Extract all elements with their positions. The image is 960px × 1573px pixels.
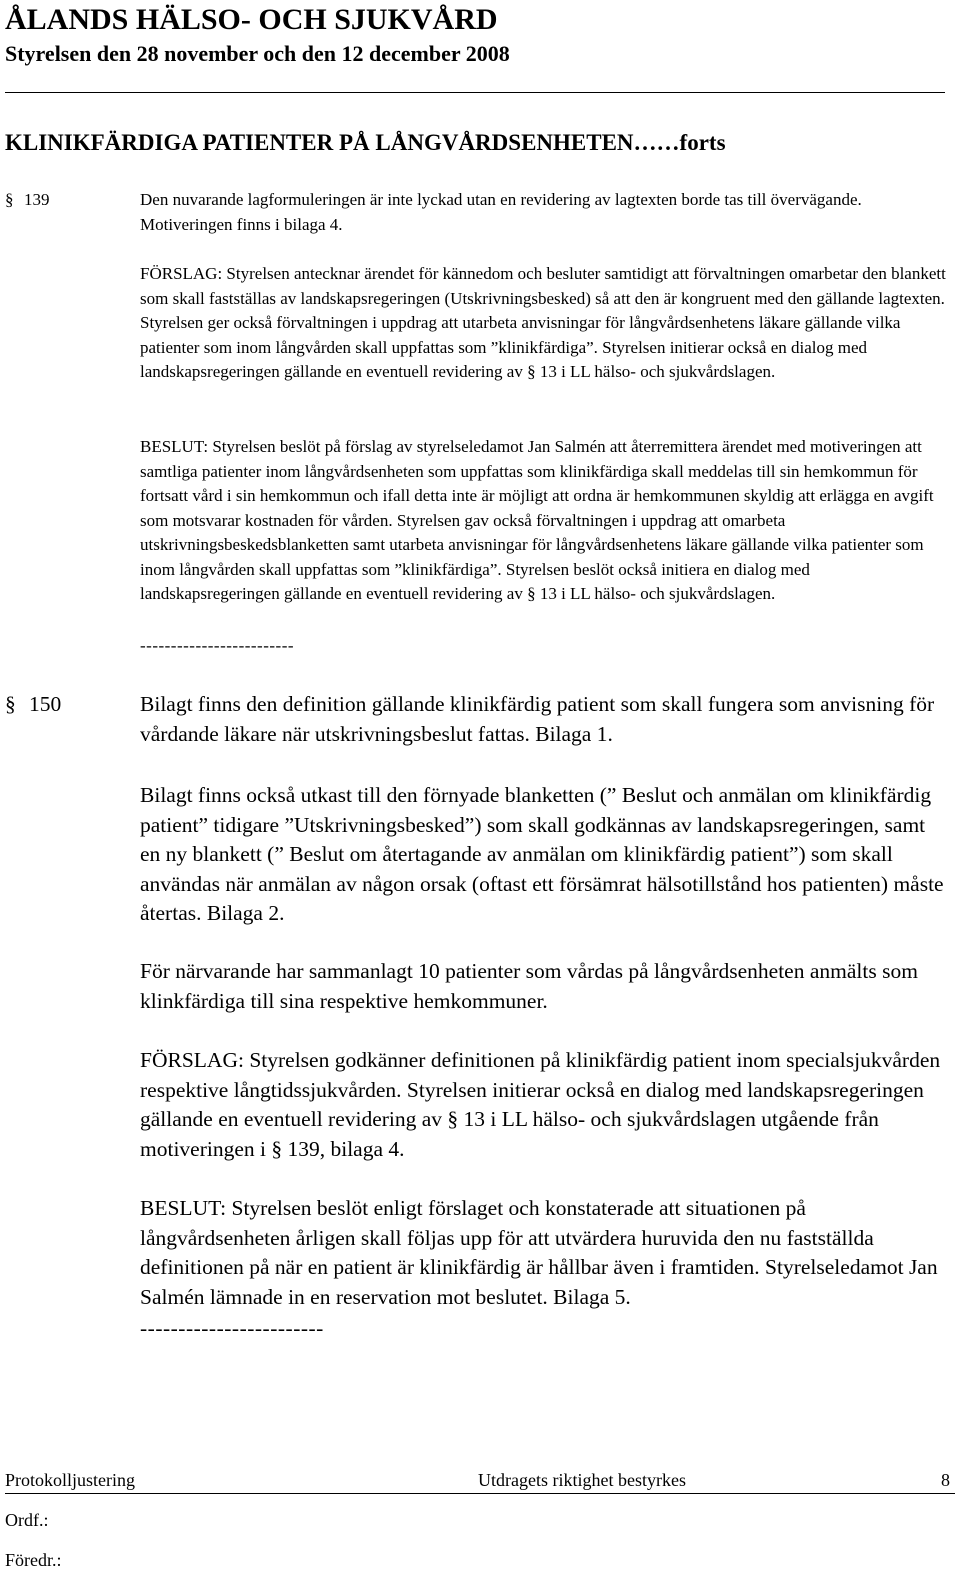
patient-count-paragraph: För närvarande har sammanlagt 10 patienter som vårdas på långvårdsenheten anmälts som klinkfärdiga till sina respektive hemkommuner. bbox=[140, 959, 918, 1013]
section-divider: ------------------------- bbox=[140, 636, 295, 655]
section-heading: KLINIKFÄRDIGA PATIENTER PÅ LÅNGVÅRDSENHETEN……forts bbox=[5, 130, 726, 155]
meeting-date-line: Styrelsen den 28 november och den 12 december 2008 bbox=[5, 41, 510, 66]
chairman-label: Ordf.: bbox=[5, 1510, 49, 1530]
paragraph-sign: § bbox=[5, 692, 16, 716]
item-number: 139 bbox=[24, 190, 50, 209]
footer-divider bbox=[5, 1493, 955, 1494]
header-divider bbox=[5, 92, 945, 93]
paragraph-sign: § bbox=[5, 190, 14, 209]
item-intro: Den nuvarande lagformuleringen är inte lyckad utan en revidering av lagtexten borde tas till övervägande. Motiveringen finns i bilaga 4. bbox=[140, 190, 862, 234]
form-draft-paragraph: Bilagt finns också utkast till den förnyade blanketten (” Beslut och anmälan om klinikfärdig patient” tidigare ”Utskrivningsbesked”) som skall godkännas av landskapsregeringen, samt en ny blankett (” Beslut om återtagande av anmälan om klinikfärdig patient”) som skall användas när anmälan av någon orsak (oftast ett försämrat hälsotillstånd hos patienten) måste återtas. Bilaga 2. bbox=[140, 783, 944, 925]
decision-paragraph: BESLUT: Styrelsen beslöt på förslag av styrelseledamot Jan Salmén att återremittera ärendet med motiveringen att samtliga patienter inom långvårdsenheten som uppfattas som klinikfärdiga skall meddelas till sin hemkommun för fortsatt vård i sin hemkommun och ifall detta inte är möjligt att ordna är hemkommunen skyldig att erlägga en avgift som motsvarar kostnaden för vården. Styrelsen gav också förvaltningen i uppdrag att omarbeta utskrivningsbeskedsblanketten samt utarbeta anvisningar för långvårdsenhetens läkare gällande vilka patienter som inom långvården skall uppfattas som ”klinikfärdiga”. Styrelsen beslöt också initiera en dialog med landskapsregeringen gällande en eventuell revidering av § 13 i LL hälso- och sjukvårdslagen. bbox=[140, 437, 934, 603]
proposal-paragraph: FÖRSLAG: Styrelsen godkänner definitionen på klinikfärdig patient inom specialsjukvården respektive långtidssjukvården. Styrelsen initierar också en dialog med landskapsregeringen gällande en eventuell revidering av § 13 i LL hälso- och sjukvårdslagen utgående från motiveringen i § 139, bilaga 4. bbox=[140, 1048, 941, 1161]
minutes-verification-label: Protokolljustering bbox=[5, 1470, 135, 1490]
section-divider: ------------------------ bbox=[140, 1316, 324, 1340]
certification-label: Utdragets riktighet bestyrkes bbox=[478, 1470, 686, 1490]
presenter-label: Föredr.: bbox=[5, 1550, 62, 1570]
decision-paragraph: BESLUT: Styrelsen beslöt enligt förslaget och konstaterade att situationen på långvårdsenheten årligen skall följas upp för att utvärdera huruvida den nu fastställda definitionen på när en patient är klinikfärdig är hållbar även i framtiden. Styrelseledamot Jan Salmén lämnade in en reservation mot beslutet. Bilaga 5. bbox=[140, 1196, 938, 1309]
page-number: 8 bbox=[941, 1470, 950, 1490]
proposal-paragraph: FÖRSLAG: Styrelsen antecknar ärendet för kännedom och besluter samtidigt att förvaltningen omarbetar den blankett som skall fastställas av landskapsregeringen (Utskrivningsbesked) så att den är kongruent med den gällande lagtexten. Styrelsen ger också förvaltningen i uppdrag att utarbeta anvisningar för långvårdsenhetens läkare gällande vilka patienter som inom långvården skall uppfattas som ”klinikfärdiga”. Styrelsen initierar också en dialog med landskapsregeringen gällande en eventuell revidering av § 13 i LL hälso- och sjukvårdslagen. bbox=[140, 264, 946, 381]
organization-title: ÅLANDS HÄLSO- OCH SJUKVÅRD bbox=[5, 3, 498, 36]
definition-paragraph: Bilagt finns den definition gällande klinikfärdig patient som skall fungera som anvisning för vårdande läkare när utskrivningsbeslut fattas. Bilaga 1. bbox=[140, 692, 935, 746]
item-number: 150 bbox=[29, 692, 62, 716]
